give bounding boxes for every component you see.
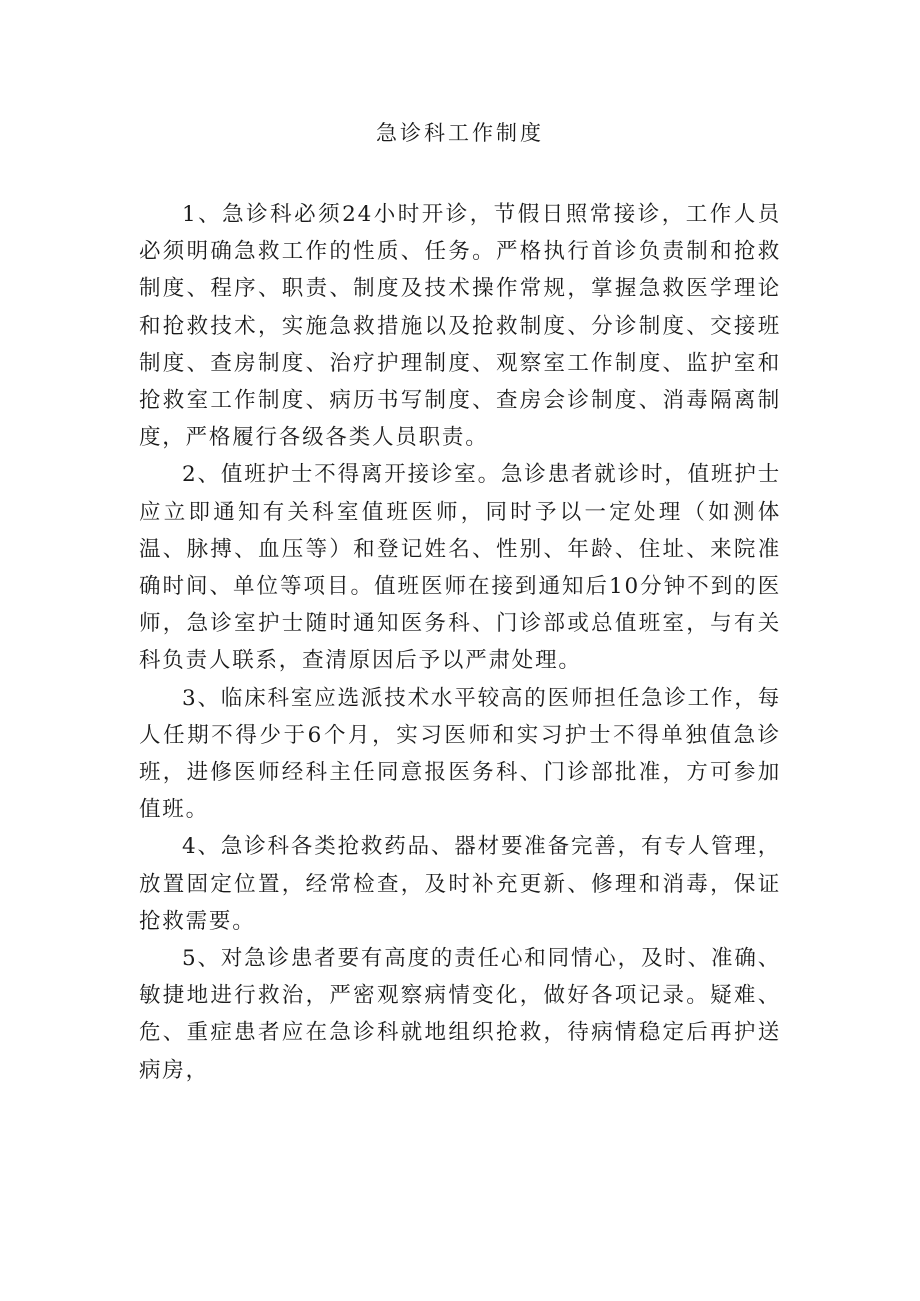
- paragraph-1: 1、急诊科必须24小时开诊，节假日照常接诊，工作人员必须明确急救工作的性质、任务。严格执行首诊负责制和抢救制度、程序、职责、制度及技术操作常规，掌握急救医学理论和抢救技术，实施急救措施以及抢救制度、分诊制度、交接班制度、查房制度、治疗护理制度、观察室工作制度、监护室和抢救室工作制度、病历书写制度、查房会诊制度、消毒隔离制度，严格履行各级各类人员职责。: [139, 202, 781, 451]
- paragraph-5: 5、对急诊患者要有高度的责任心和同情心，及时、准确、敏捷地进行救治，严密观察病情变化，做好各项记录。疑难、危、重症患者应在急诊科就地组织抢救，待病情稳定后再护送病房，: [139, 946, 781, 1083]
- paragraph-3: 3、临床科室应选派技术水平较高的医师担任急诊工作，每人任期不得少于6个月，实习医师和实习护士不得单独值急诊班，进修医师经科主任同意报医务科、门诊部批准，方可参加值班。: [139, 685, 781, 823]
- paragraph-4: 4、急诊科各类抢救药品、器材要准备完善，有专人管理，放置固定位置，经常检查，及时补充更新、修理和消毒，保证抢救需要。: [139, 834, 781, 934]
- document-title: 急诊科工作制度: [376, 121, 544, 145]
- document-body: [139, 196, 781, 1089]
- paragraph-2: 2、值班护士不得离开接诊室。急诊患者就诊时，值班护士应立即通知有关科室值班医师，同时予以一定处理（如测体温、脉搏、血压等）和登记姓名、性别、年龄、住址、来院准确时间、单位等项目。值班医师在接到通知后10分钟不到的医师，急诊室护士随时通知医务科、门诊部或总值班室，与有关科负责人联系，查清原因后予以严肃处理。: [139, 462, 781, 674]
